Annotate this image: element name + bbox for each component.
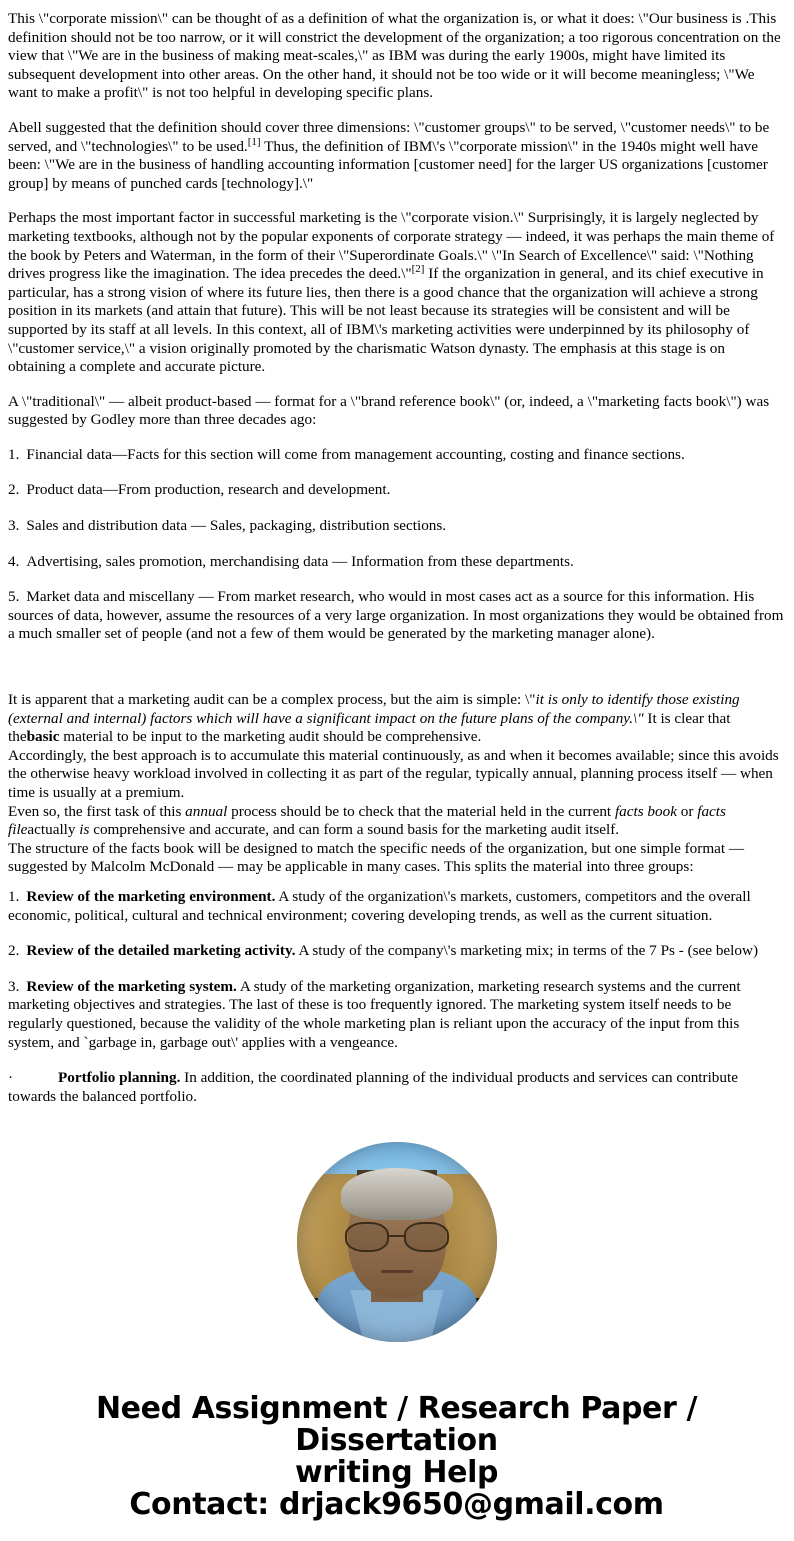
list-marker: 5. — [8, 588, 20, 606]
paragraph-corporate-vision — [8, 209, 785, 376]
facts-book-italic: facts book — [614, 802, 677, 820]
footer-line-2: writing Help — [294, 1455, 499, 1491]
list-item-text: Advertising, sales promotion, merchandising data — Information from these departments. — [26, 552, 574, 570]
annual-text-d: actually — [27, 821, 80, 839]
list-item-heading: Review of the detailed marketing activity. — [26, 942, 296, 960]
list-item-text: A study of the company\'s marketing mix; in terms of the 7 Ps - (see below) — [295, 942, 759, 960]
annual-text-e: comprehensive and accurate, and can form a sound basis for the marketing audit itself. — [89, 821, 620, 839]
facts-file-italic: facts file — [8, 802, 726, 839]
list-item-text: Sales and distribution data — Sales, packaging, distribution sections. — [26, 517, 447, 535]
paragraph-abell-dimensions — [8, 119, 785, 193]
paragraph-vision-text-a: Perhaps the most important factor in successful marketing is the \"corporate vision.\" Surprisingly, it is largely neglected by marketing textbooks, although not by the popular exponents of corporate strategy — indeed, it was perhaps the main theme of the book by Peters and Waterman, in the form of their \"Superordinate Goals.\" \"In Search of Excellence\" said: \"Nothing drives progress like the imagination. The idea precedes the deed.\" — [8, 209, 775, 283]
review-list — [8, 888, 785, 1052]
list-item — [8, 481, 785, 500]
paragraph-annual-process — [8, 803, 785, 840]
list-item — [8, 517, 785, 536]
paragraph-marketing-audit-aim — [8, 691, 785, 747]
photo-vignette — [297, 1142, 497, 1342]
paragraph-abell-text-a: Abell suggested that the definition should cover three dimensions: \"customer groups\" to be served, \"customer needs\" to be served, and \"technologies\" to be used. — [8, 118, 770, 155]
section-spacer — [8, 661, 785, 691]
audit-text-c: material to be input to the marketing audit should be comprehensive. — [59, 728, 482, 746]
footer-contact-block — [8, 1393, 785, 1541]
portfolio-planning-bullet — [8, 1069, 785, 1106]
paragraph-corporate-mission: This \"corporate mission\" can be thought of as a definition of what the organization is, or what it does: \"Our business is .This definition should not be too narrow, or it will constrict the development of the organization; a too rigorous concentration on the view that \"We are in the business of making meat-scales,\" as IBM was during the early 1900s, might have limited its subsequent development into other areas. On the other hand, it should not be too wide or it will become meaningless; \"We want to make a profit\" is not too helpful in developing specific plans. — [8, 10, 781, 102]
paragraph-accumulate-material: Accordingly, the best approach is to accumulate this material continuously, as and when it becomes available; since this avoids the otherwise heavy workload involved in collecting it as part of the regular, typically annual, planning process itself — when time is usually at a premium. — [8, 746, 779, 801]
list-item — [8, 978, 785, 1052]
paragraph-facts-book-structure: The structure of the facts book will be designed to match the specific needs of the organization, but one simple format — suggested by Malcolm McDonald — may be applicable in many cases. This splits the material into three groups: — [8, 839, 745, 876]
list-item-text: Financial data—Facts for this section will come from management accounting, costing and finance sections. — [26, 445, 685, 463]
annual-text-b: process should be to check that the material held in the current — [227, 802, 615, 820]
list-item-text: A study of the organization\'s markets, customers, competitors and the overall economic, political, cultural and technical environment; covering developing trends, as well as the current situation. — [8, 887, 751, 924]
list-item — [8, 553, 785, 572]
list-marker: 4. — [8, 552, 20, 570]
footer-line-3: Contact: drjack9650@gmail.com — [129, 1487, 664, 1523]
paragraph-abell-text-b: Thus, the definition of IBM\'s \"corporate mission\" in the 1940s might well have been: \"We are in the business of handling accounting information [customer need] for the larger US organizations [customer group] by means of punched cards [technology].\" — [8, 137, 768, 192]
annual-italic: annual — [185, 802, 228, 820]
portfolio-text: In addition, the coordinated planning of the individual products and services can contribute towards the balanced portfolio. — [8, 1069, 738, 1105]
list-item-text: Product data—From production, research and development. — [26, 481, 391, 499]
annual-text-c: or — [676, 802, 698, 820]
list-marker: 2. — [8, 481, 20, 499]
list-marker: 3. — [8, 517, 20, 535]
bullet-marker: · — [8, 1069, 14, 1087]
paragraph-traditional-format: A \"traditional\" — albeit product-based — format for a \"brand reference book\" (or, indeed, a \"marketing facts book\") was suggested by Godley more than three decades ago: — [8, 392, 770, 429]
list-item-text: Market data and miscellany — From market research, who would in most cases act as a source for this information. His sources of data, however, assume the resources of a very large organization. In most organizations they would be obtained from a much smaller set of people (and not a few of them would be generated by the marketing manager alone). — [8, 588, 784, 643]
list-marker: 1. — [8, 445, 20, 463]
list-marker: 3. — [8, 977, 20, 995]
portfolio-heading: Portfolio planning. — [58, 1069, 181, 1087]
avatar — [297, 1142, 497, 1342]
godley-list — [8, 446, 785, 644]
list-item-heading: Review of the marketing environment. — [26, 887, 276, 905]
audit-basic-bold: basic — [26, 728, 60, 746]
list-item — [8, 888, 785, 925]
list-item-heading: Review of the marketing system. — [26, 977, 237, 995]
is-italic: is — [79, 821, 90, 839]
list-item-text: A study of the marketing organization, marketing research systems and the current marketing objectives and strategies. The last of these is too frequently ignored. The marketing system itself needs to be regularly questioned, because the validity of the whole marketing plan is reliant upon the accuracy of the input from this system, and `garbage in, garbage out\' applies with a vengeance. — [8, 977, 741, 1051]
list-marker: 1. — [8, 887, 20, 905]
footer-line-1: Need Assignment / Research Paper / Dissertation — [95, 1391, 698, 1459]
audit-quote-italic: it is only to identify those existing (external and internal) factors which will have a significant impact on the future plans of the company.\" — [8, 691, 740, 727]
citation-ref-1[interactable]: [1] — [247, 135, 261, 148]
audit-text-b: It is clear that the — [8, 709, 731, 746]
list-item — [8, 942, 785, 961]
list-item — [8, 588, 785, 644]
audit-text-a: It is apparent that a marketing audit can be a complex process, but the aim is simple: \" — [8, 691, 536, 709]
list-marker: 2. — [8, 942, 20, 960]
paragraph-vision-text-b: If the organization in general, and its chief executive in particular, has a strong vision of where its future lies, then there is a good chance that the organization will achieve a strong position in its markets (and attain that future). This will be not least because its strategies will be consistent and will be supported by its staff at all levels. In this context, all of IBM\'s marketing activities were underpinned by its philosophy of \"customer service,\" a vision originally promoted by the charismatic Watson dynasty. The emphasis at this stage is on obtaining a complete and accurate picture. — [8, 265, 764, 376]
list-item — [8, 446, 785, 465]
citation-ref-2[interactable]: [2] — [411, 263, 425, 276]
portrait-photo-container — [8, 1142, 785, 1347]
annual-text-a: Even so, the first task of this — [8, 802, 186, 820]
